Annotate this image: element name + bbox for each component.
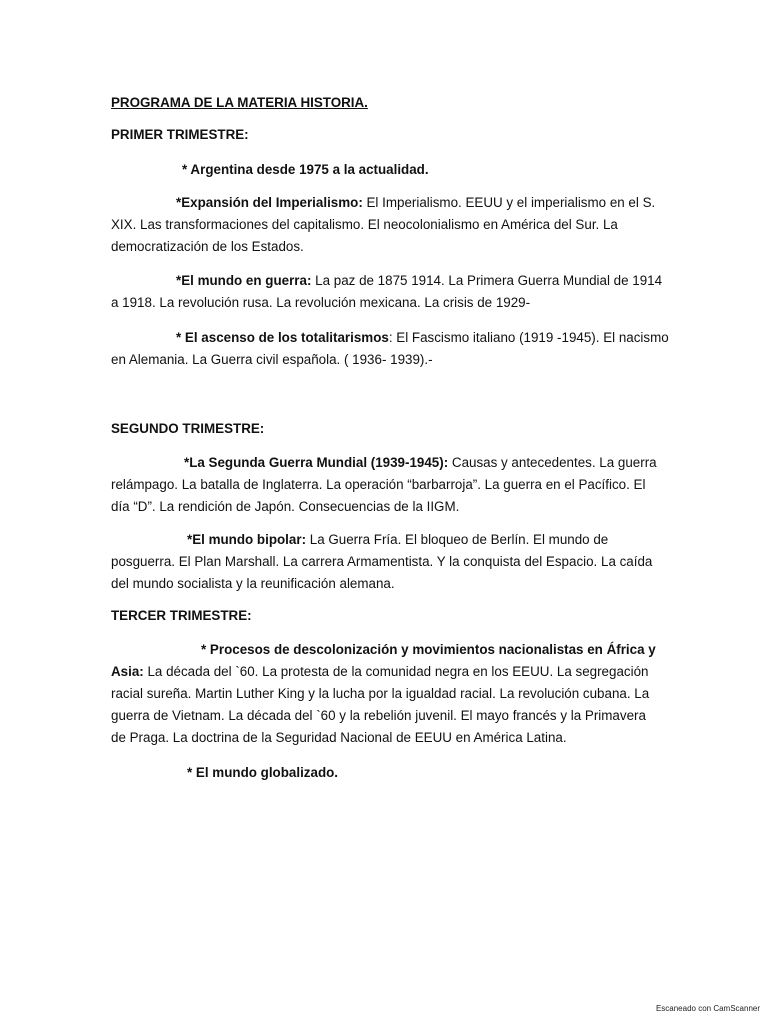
item-imperialismo-line-2: XIX. Las transformaciones del capitalismo. El neocolonialismo en América del Sur. La [111,217,618,232]
item-descolonizacion-line-2 [111,661,656,683]
item-descolonizacion-line-5: de Praga. La doctrina de la Seguridad Nacional de EEUU en América Latina. [111,730,567,745]
item-segunda-guerra-title: *La Segunda Guerra Mundial (1939-1945): [184,455,449,470]
item-totalitarismos-text: : El Fascismo italiano (1919 -1945). El nacismo [388,330,669,345]
item-imperialismo-line-1 [176,192,721,214]
item-globalizado: * El mundo globalizado. [187,765,339,780]
item-imperialismo-text: El Imperialismo. EEUU y el imperialismo en el S. [362,195,656,210]
item-imperialismo-title: *Expansión del Imperialismo: [176,195,363,210]
item-bipolar-line-2: posguerra. El Plan Marshall. La carrera Armamentista. Y la conquista del Espacio. La caída [111,554,653,569]
item-segunda-guerra-line-2: relámpago. La batalla de Inglaterra. La operación “barbarroja”. La guerra en el Pacífico. El [111,477,646,492]
item-bipolar-text: La Guerra Fría. El bloqueo de Berlín. El mundo de [306,532,609,547]
item-descolonizacion-line-1: * Procesos de descolonización y movimientos nacionalistas en África y [201,642,656,657]
item-guerra-line-1 [176,270,721,292]
heading-segundo-trimestre: SEGUNDO TRIMESTRE: [111,421,265,436]
item-descolonizacion-text: La década del `60. La protesta de la comunidad negra en los EEUU. La segregación [143,664,649,679]
item-guerra-line-2: a 1918. La revolución rusa. La revolución mexicana. La crisis de 1929- [111,295,531,310]
document-title: PROGRAMA DE LA MATERIA HISTORIA. [111,95,368,110]
item-imperialismo-line-3: democratización de los Estados. [111,239,304,254]
item-totalitarismos-line-2: en Alemania. La Guerra civil española. ( 1936- 1939).- [111,352,433,367]
item-descolonizacion-line-4: guerra de Vietnam. La década del `60 y la rebelión juvenil. El mayo francés y la Primavera [111,708,646,723]
item-guerra-title: *El mundo en guerra: [176,273,312,288]
item-bipolar-line-3: del mundo socialista y la reunificación alemana. [111,576,395,591]
heading-primer-trimestre: PRIMER TRIMESTRE: [111,127,249,142]
item-guerra-text: La paz de 1875 1914. La Primera Guerra Mundial de 1914 [311,273,663,288]
item-bipolar-title: *El mundo bipolar: [187,532,307,547]
item-totalitarismos-line-1 [176,327,721,349]
item-argentina: * Argentina desde 1975 a la actualidad. [182,162,429,177]
item-descolonizacion-title-end: Asia: [111,664,144,679]
heading-tercer-trimestre: TERCER TRIMESTRE: [111,608,252,623]
item-segunda-guerra-text: Causas y antecedentes. La guerra [448,455,657,470]
item-descolonizacion-line-3: racial sureña. Martin Luther King y la lucha por la igualdad racial. La revolución cubana. La [111,686,650,701]
item-segunda-guerra-line-3: día “D”. La rendición de Japón. Consecuencias de la IIGM. [111,499,460,514]
item-segunda-guerra-line-1 [184,452,729,474]
item-totalitarismos-title: * El ascenso de los totalitarismos [176,330,389,345]
scanner-footer: Escaneado con CamScanner [655,1004,760,1013]
item-bipolar-line-1 [187,529,732,551]
